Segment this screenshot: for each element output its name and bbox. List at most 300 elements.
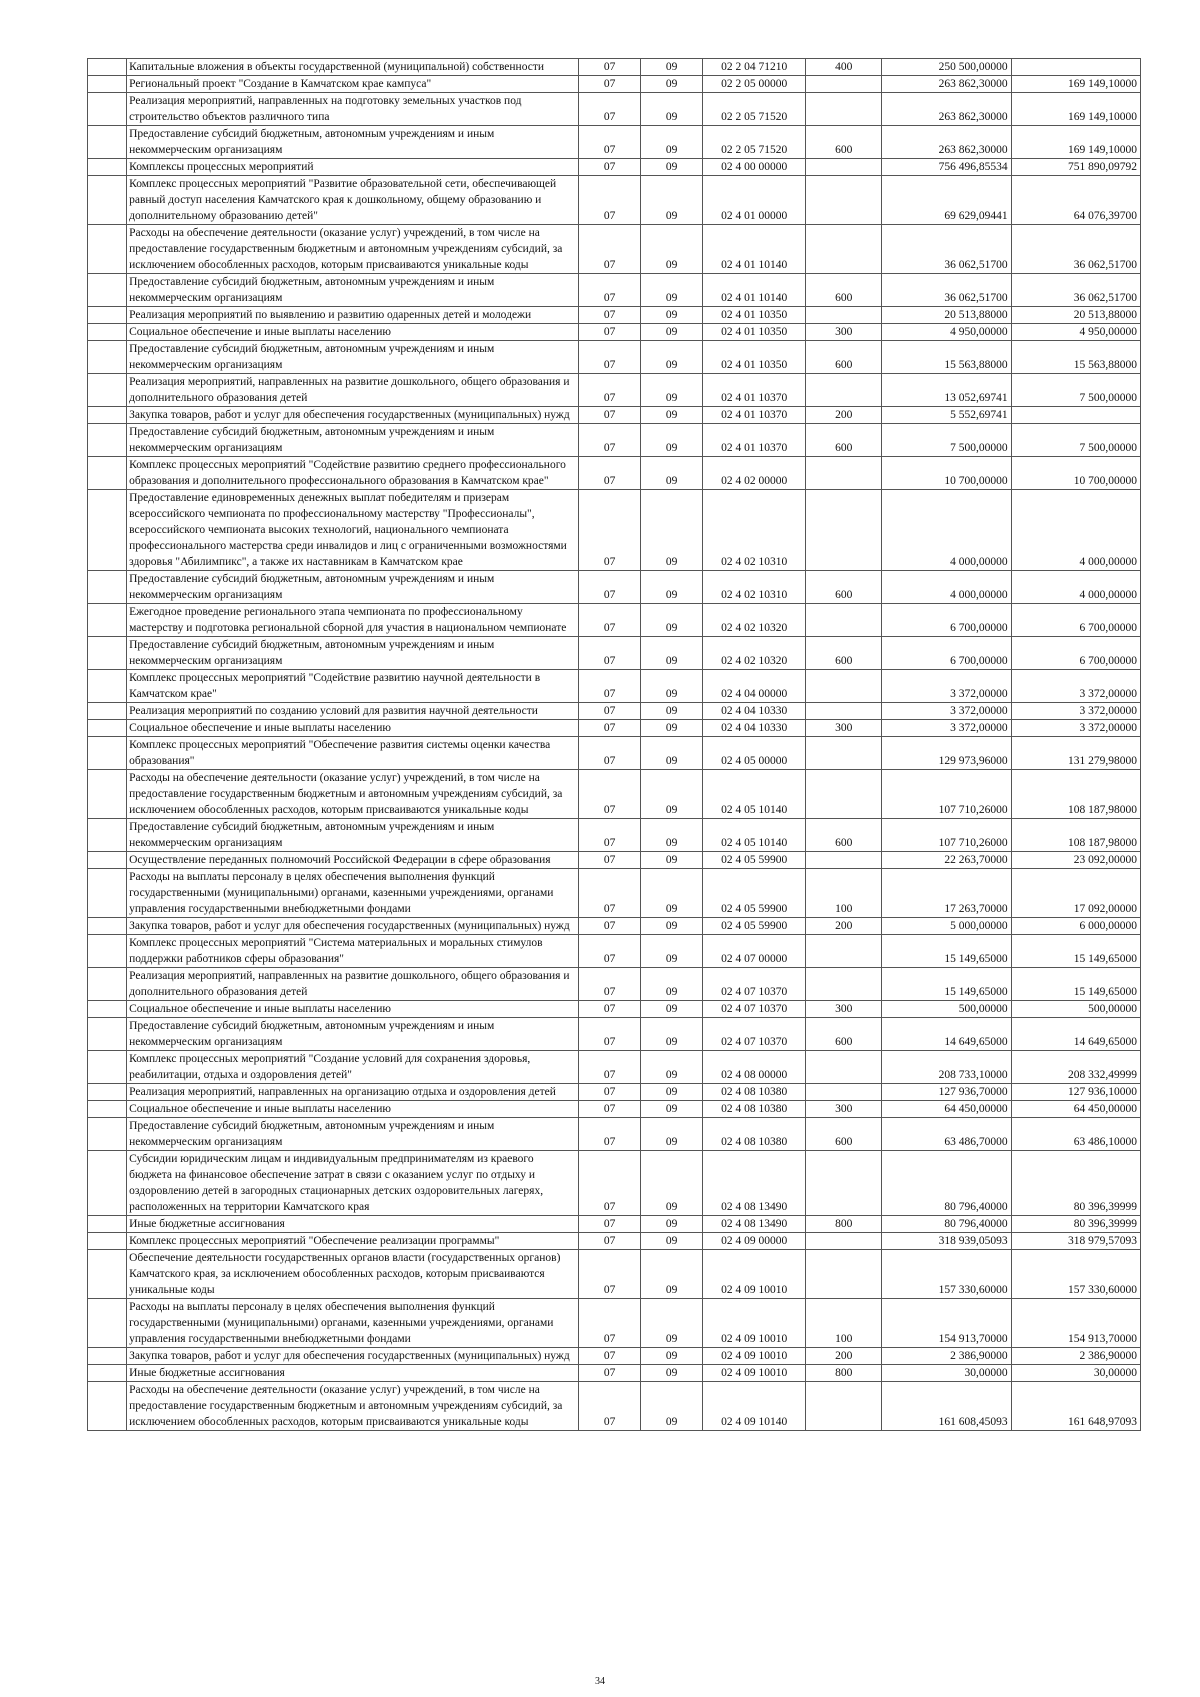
table-row — [88, 76, 1141, 93]
table-row — [88, 604, 1141, 637]
row-name: Предоставление субсидий бюджетным, автономным учреждениям и иным некоммерческим организациям — [127, 274, 579, 307]
row-subsection-code: 09 — [641, 1001, 703, 1018]
row-subsection-code: 09 — [641, 1382, 703, 1431]
row-expense-type: 600 — [806, 341, 882, 374]
table-row — [88, 1250, 1141, 1299]
row-amount-1: 263 862,30000 — [882, 93, 1011, 126]
row-section-code: 07 — [579, 1001, 641, 1018]
row-section-code: 07 — [579, 1084, 641, 1101]
table-row — [88, 720, 1141, 737]
row-section-code: 07 — [579, 307, 641, 324]
row-section-code: 07 — [579, 819, 641, 852]
row-blank-cell — [88, 1365, 127, 1382]
table-row — [88, 670, 1141, 703]
row-section-code: 07 — [579, 869, 641, 918]
row-section-code: 07 — [579, 424, 641, 457]
row-subsection-code: 09 — [641, 737, 703, 770]
row-amount-1: 5 552,69741 — [882, 407, 1011, 424]
row-target-article: 02 4 02 10310 — [703, 571, 806, 604]
row-amount-2: 208 332,49999 — [1011, 1051, 1140, 1084]
table-row — [88, 374, 1141, 407]
row-section-code: 07 — [579, 1299, 641, 1348]
row-amount-1: 15 149,65000 — [882, 935, 1011, 968]
row-name: Социальное обеспечение и иные выплаты населению — [127, 1001, 579, 1018]
row-amount-2: 64 076,39700 — [1011, 176, 1140, 225]
row-name: Реализация мероприятий, направленных на развитие дошкольного, общего образования и дополнительного образования детей — [127, 374, 579, 407]
row-amount-1: 5 000,00000 — [882, 918, 1011, 935]
row-amount-1: 2 386,90000 — [882, 1348, 1011, 1365]
row-blank-cell — [88, 1018, 127, 1051]
row-blank-cell — [88, 225, 127, 274]
row-target-article: 02 4 08 10380 — [703, 1084, 806, 1101]
row-amount-2: 6 700,00000 — [1011, 604, 1140, 637]
row-blank-cell — [88, 720, 127, 737]
row-amount-1: 14 649,65000 — [882, 1018, 1011, 1051]
row-amount-2: 169 149,10000 — [1011, 126, 1140, 159]
row-section-code: 07 — [579, 1216, 641, 1233]
table-row — [88, 737, 1141, 770]
row-target-article: 02 4 01 10370 — [703, 407, 806, 424]
row-expense-type: 600 — [806, 637, 882, 670]
row-amount-1: 161 608,45093 — [882, 1382, 1011, 1431]
row-subsection-code: 09 — [641, 490, 703, 571]
row-expense-type: 200 — [806, 918, 882, 935]
row-target-article: 02 4 08 13490 — [703, 1151, 806, 1216]
row-blank-cell — [88, 1216, 127, 1233]
row-expense-type: 300 — [806, 1101, 882, 1118]
row-name: Предоставление субсидий бюджетным, автономным учреждениям и иным некоммерческим организациям — [127, 126, 579, 159]
row-amount-2: 161 648,97093 — [1011, 1382, 1140, 1431]
row-amount-1: 15 149,65000 — [882, 968, 1011, 1001]
row-subsection-code: 09 — [641, 1348, 703, 1365]
row-expense-type — [806, 1051, 882, 1084]
row-expense-type: 400 — [806, 59, 882, 76]
row-subsection-code: 09 — [641, 869, 703, 918]
row-blank-cell — [88, 737, 127, 770]
row-name: Комплекс процессных мероприятий "Развитие образовательной сети, обеспечивающей равный доступ населения Камчатского края к дошкольному, общему образованию и дополнительному образованию детей" — [127, 176, 579, 225]
row-amount-1: 17 263,70000 — [882, 869, 1011, 918]
table-row — [88, 407, 1141, 424]
table-row — [88, 1216, 1141, 1233]
row-expense-type: 200 — [806, 407, 882, 424]
row-blank-cell — [88, 703, 127, 720]
row-expense-type: 600 — [806, 1018, 882, 1051]
row-amount-2: 4 000,00000 — [1011, 490, 1140, 571]
row-amount-2: 3 372,00000 — [1011, 720, 1140, 737]
row-section-code: 07 — [579, 604, 641, 637]
row-amount-2: 63 486,10000 — [1011, 1118, 1140, 1151]
row-blank-cell — [88, 159, 127, 176]
row-amount-1: 80 796,40000 — [882, 1216, 1011, 1233]
row-amount-2 — [1011, 407, 1140, 424]
row-name: Комплексы процессных мероприятий — [127, 159, 579, 176]
row-subsection-code: 09 — [641, 159, 703, 176]
row-section-code: 07 — [579, 571, 641, 604]
row-target-article: 02 4 01 10370 — [703, 374, 806, 407]
row-section-code: 07 — [579, 1250, 641, 1299]
row-expense-type: 300 — [806, 324, 882, 341]
row-expense-type — [806, 737, 882, 770]
row-amount-2: 4 000,00000 — [1011, 571, 1140, 604]
row-section-code: 07 — [579, 935, 641, 968]
row-target-article: 02 4 09 10010 — [703, 1348, 806, 1365]
row-expense-type — [806, 225, 882, 274]
table-row — [88, 307, 1141, 324]
row-blank-cell — [88, 935, 127, 968]
row-blank-cell — [88, 1348, 127, 1365]
row-name: Реализация мероприятий по выявлению и развитию одаренных детей и молодежи — [127, 307, 579, 324]
row-amount-2: 36 062,51700 — [1011, 274, 1140, 307]
row-name: Субсидии юридическим лицам и индивидуальным предпринимателям из краевого бюджета на финансовое обеспечение затрат в связи с оказанием услуг по отдыху и оздоровлению детей в загородных стационарных детских оздоровительных лагерях, расположенных на территории Камчатского края — [127, 1151, 579, 1216]
row-expense-type — [806, 935, 882, 968]
row-target-article: 02 4 02 10320 — [703, 604, 806, 637]
table-row — [88, 1018, 1141, 1051]
row-target-article: 02 2 04 71210 — [703, 59, 806, 76]
row-section-code: 07 — [579, 1151, 641, 1216]
row-amount-1: 127 936,70000 — [882, 1084, 1011, 1101]
row-target-article: 02 4 05 00000 — [703, 737, 806, 770]
row-amount-2: 3 372,00000 — [1011, 670, 1140, 703]
row-target-article: 02 4 09 10140 — [703, 1382, 806, 1431]
row-amount-1: 4 000,00000 — [882, 571, 1011, 604]
row-blank-cell — [88, 670, 127, 703]
row-target-article: 02 4 05 10140 — [703, 819, 806, 852]
row-blank-cell — [88, 126, 127, 159]
row-amount-1: 36 062,51700 — [882, 225, 1011, 274]
row-expense-type — [806, 307, 882, 324]
table-row — [88, 770, 1141, 819]
table-row — [88, 59, 1141, 76]
row-expense-type: 600 — [806, 1118, 882, 1151]
row-expense-type — [806, 374, 882, 407]
row-target-article: 02 4 01 00000 — [703, 176, 806, 225]
row-amount-2: 20 513,88000 — [1011, 307, 1140, 324]
row-target-article: 02 4 05 59900 — [703, 852, 806, 869]
row-amount-2: 23 092,00000 — [1011, 852, 1140, 869]
row-target-article: 02 4 08 10380 — [703, 1101, 806, 1118]
row-blank-cell — [88, 424, 127, 457]
row-subsection-code: 09 — [641, 341, 703, 374]
row-section-code: 07 — [579, 126, 641, 159]
row-name: Расходы на обеспечение деятельности (оказание услуг) учреждений, в том числе на предоставление государственным бюджетным и автономным учреждениям субсидий, за исключением обособленных расходов, которым присваиваются уникальные коды — [127, 1382, 579, 1431]
row-amount-1: 4 950,00000 — [882, 324, 1011, 341]
row-expense-type: 300 — [806, 720, 882, 737]
row-subsection-code: 09 — [641, 1118, 703, 1151]
row-target-article: 02 4 09 10010 — [703, 1250, 806, 1299]
row-amount-1: 4 000,00000 — [882, 490, 1011, 571]
row-target-article: 02 2 05 00000 — [703, 76, 806, 93]
table-row — [88, 1001, 1141, 1018]
table-row — [88, 968, 1141, 1001]
row-target-article: 02 4 02 00000 — [703, 457, 806, 490]
row-amount-1: 250 500,00000 — [882, 59, 1011, 76]
table-row — [88, 93, 1141, 126]
row-section-code: 07 — [579, 93, 641, 126]
row-section-code: 07 — [579, 225, 641, 274]
row-blank-cell — [88, 819, 127, 852]
row-subsection-code: 09 — [641, 374, 703, 407]
row-subsection-code: 09 — [641, 604, 703, 637]
row-expense-type — [806, 490, 882, 571]
row-target-article: 02 4 01 10350 — [703, 341, 806, 374]
row-target-article: 02 4 04 00000 — [703, 670, 806, 703]
row-amount-2: 7 500,00000 — [1011, 374, 1140, 407]
row-subsection-code: 09 — [641, 274, 703, 307]
row-subsection-code: 09 — [641, 59, 703, 76]
table-row — [88, 637, 1141, 670]
row-blank-cell — [88, 918, 127, 935]
row-blank-cell — [88, 93, 127, 126]
table-row — [88, 1365, 1141, 1382]
row-section-code: 07 — [579, 374, 641, 407]
row-expense-type — [806, 670, 882, 703]
row-name: Социальное обеспечение и иные выплаты населению — [127, 720, 579, 737]
row-amount-2: 154 913,70000 — [1011, 1299, 1140, 1348]
table-body — [88, 59, 1141, 1431]
row-blank-cell — [88, 274, 127, 307]
row-subsection-code: 09 — [641, 1151, 703, 1216]
row-target-article: 02 4 09 00000 — [703, 1233, 806, 1250]
row-name: Закупка товаров, работ и услуг для обеспечения государственных (муниципальных) нужд — [127, 1348, 579, 1365]
row-amount-2: 500,00000 — [1011, 1001, 1140, 1018]
row-blank-cell — [88, 307, 127, 324]
row-amount-2: 751 890,09792 — [1011, 159, 1140, 176]
row-name: Предоставление субсидий бюджетным, автономным учреждениям и иным некоммерческим организациям — [127, 571, 579, 604]
row-subsection-code: 09 — [641, 571, 703, 604]
row-blank-cell — [88, 1118, 127, 1151]
row-target-article: 02 4 09 10010 — [703, 1365, 806, 1382]
row-expense-type — [806, 1250, 882, 1299]
row-amount-2: 131 279,98000 — [1011, 737, 1140, 770]
row-name: Реализация мероприятий по созданию условий для развития научной деятельности — [127, 703, 579, 720]
row-amount-1: 263 862,30000 — [882, 76, 1011, 93]
table-row — [88, 1151, 1141, 1216]
row-section-code: 07 — [579, 274, 641, 307]
row-expense-type: 800 — [806, 1365, 882, 1382]
row-blank-cell — [88, 1233, 127, 1250]
row-section-code: 07 — [579, 1018, 641, 1051]
row-blank-cell — [88, 770, 127, 819]
table-row — [88, 703, 1141, 720]
row-target-article: 02 4 07 00000 — [703, 935, 806, 968]
row-blank-cell — [88, 869, 127, 918]
row-section-code: 07 — [579, 159, 641, 176]
row-subsection-code: 09 — [641, 1216, 703, 1233]
row-blank-cell — [88, 604, 127, 637]
row-name: Комплекс процессных мероприятий "Содействие развитию научной деятельности в Камчатском крае" — [127, 670, 579, 703]
row-expense-type: 600 — [806, 571, 882, 604]
table-row — [88, 490, 1141, 571]
row-expense-type — [806, 852, 882, 869]
row-name: Предоставление единовременных денежных выплат победителям и призерам всероссийского чемпионата по профессиональному мастерству "Профессионалы", всероссийского чемпионата высоких технологий, национального чемпионата профессионального мастерства среди инвалидов и лиц с ограниченными возможностями здоровья "Абилимпикс", а также их наставникам в Камчатском крае — [127, 490, 579, 571]
table-row — [88, 274, 1141, 307]
row-section-code: 07 — [579, 341, 641, 374]
row-target-article: 02 4 07 10370 — [703, 968, 806, 1001]
row-name: Комплекс процессных мероприятий "Содействие развитию среднего профессионального образования и дополнительного профессионального образования в Камчатском крае" — [127, 457, 579, 490]
row-amount-1: 64 450,00000 — [882, 1101, 1011, 1118]
row-blank-cell — [88, 1250, 127, 1299]
table-row — [88, 126, 1141, 159]
table-row — [88, 852, 1141, 869]
row-name: Комплекс процессных мероприятий "Обеспечение развития системы оценки качества образования" — [127, 737, 579, 770]
row-subsection-code: 09 — [641, 770, 703, 819]
row-section-code: 07 — [579, 770, 641, 819]
row-name: Расходы на выплаты персоналу в целях обеспечения выполнения функций государственными (муниципальными) органами, казенными учреждениями, органами управления государственными внебюджетными фондами — [127, 869, 579, 918]
row-expense-type — [806, 1233, 882, 1250]
row-section-code: 07 — [579, 176, 641, 225]
table-row — [88, 225, 1141, 274]
row-target-article: 02 4 01 10370 — [703, 424, 806, 457]
table-row — [88, 869, 1141, 918]
row-expense-type — [806, 76, 882, 93]
row-expense-type — [806, 93, 882, 126]
row-name: Предоставление субсидий бюджетным, автономным учреждениям и иным некоммерческим организациям — [127, 1118, 579, 1151]
row-blank-cell — [88, 324, 127, 341]
row-section-code: 07 — [579, 76, 641, 93]
row-expense-type — [806, 968, 882, 1001]
row-name: Обеспечение деятельности государственных органов власти (государственных органов) Камчатского края, за исключением обособленных расходов, которым присваиваются уникальные коды — [127, 1250, 579, 1299]
row-name: Предоставление субсидий бюджетным, автономным учреждениям и иным некоммерческим организациям — [127, 424, 579, 457]
row-target-article: 02 4 05 59900 — [703, 869, 806, 918]
row-expense-type: 100 — [806, 1299, 882, 1348]
row-section-code: 07 — [579, 407, 641, 424]
row-blank-cell — [88, 968, 127, 1001]
row-target-article: 02 4 08 00000 — [703, 1051, 806, 1084]
row-amount-1: 3 372,00000 — [882, 720, 1011, 737]
row-amount-2: 15 149,65000 — [1011, 968, 1140, 1001]
row-expense-type — [806, 457, 882, 490]
row-amount-1: 263 862,30000 — [882, 126, 1011, 159]
row-name: Комплекс процессных мероприятий "Обеспечение реализации программы" — [127, 1233, 579, 1250]
row-expense-type: 600 — [806, 424, 882, 457]
row-subsection-code: 09 — [641, 670, 703, 703]
row-expense-type: 600 — [806, 819, 882, 852]
row-amount-2: 10 700,00000 — [1011, 457, 1140, 490]
table-row — [88, 918, 1141, 935]
row-amount-2: 80 396,39999 — [1011, 1216, 1140, 1233]
row-name: Капитальные вложения в объекты государственной (муниципальной) собственности — [127, 59, 579, 76]
table-row — [88, 1051, 1141, 1084]
row-amount-1: 3 372,00000 — [882, 703, 1011, 720]
row-blank-cell — [88, 852, 127, 869]
row-expense-type: 300 — [806, 1001, 882, 1018]
row-amount-1: 3 372,00000 — [882, 670, 1011, 703]
row-amount-1: 129 973,96000 — [882, 737, 1011, 770]
row-subsection-code: 09 — [641, 1051, 703, 1084]
row-target-article: 02 4 07 10370 — [703, 1001, 806, 1018]
row-name: Иные бюджетные ассигнования — [127, 1365, 579, 1382]
row-target-article: 02 4 05 10140 — [703, 770, 806, 819]
row-amount-2: 64 450,00000 — [1011, 1101, 1140, 1118]
row-target-article: 02 4 05 59900 — [703, 918, 806, 935]
row-target-article: 02 4 01 10350 — [703, 324, 806, 341]
row-expense-type — [806, 1382, 882, 1431]
row-blank-cell — [88, 1084, 127, 1101]
budget-table — [87, 58, 1141, 1431]
row-amount-2: 108 187,98000 — [1011, 819, 1140, 852]
row-blank-cell — [88, 1299, 127, 1348]
row-subsection-code: 09 — [641, 126, 703, 159]
row-blank-cell — [88, 637, 127, 670]
row-blank-cell — [88, 1001, 127, 1018]
row-amount-2: 17 092,00000 — [1011, 869, 1140, 918]
row-amount-2: 3 372,00000 — [1011, 703, 1140, 720]
row-amount-1: 500,00000 — [882, 1001, 1011, 1018]
row-subsection-code: 09 — [641, 457, 703, 490]
row-section-code: 07 — [579, 59, 641, 76]
row-name: Закупка товаров, работ и услуг для обеспечения государственных (муниципальных) нужд — [127, 407, 579, 424]
row-expense-type — [806, 703, 882, 720]
row-target-article: 02 4 09 10010 — [703, 1299, 806, 1348]
row-subsection-code: 09 — [641, 225, 703, 274]
row-subsection-code: 09 — [641, 1101, 703, 1118]
row-expense-type — [806, 1151, 882, 1216]
row-section-code: 07 — [579, 1051, 641, 1084]
row-target-article: 02 4 01 10140 — [703, 274, 806, 307]
row-target-article: 02 2 05 71520 — [703, 93, 806, 126]
row-amount-1: 154 913,70000 — [882, 1299, 1011, 1348]
row-subsection-code: 09 — [641, 819, 703, 852]
row-section-code: 07 — [579, 457, 641, 490]
row-target-article: 02 4 08 10380 — [703, 1118, 806, 1151]
row-section-code: 07 — [579, 324, 641, 341]
page-number: 34 — [595, 1676, 605, 1687]
row-amount-2 — [1011, 59, 1140, 76]
row-amount-2: 15 563,88000 — [1011, 341, 1140, 374]
table-row — [88, 1084, 1141, 1101]
table-row — [88, 1233, 1141, 1250]
row-expense-type: 600 — [806, 126, 882, 159]
row-amount-1: 22 263,70000 — [882, 852, 1011, 869]
row-blank-cell — [88, 59, 127, 76]
row-amount-1: 107 710,26000 — [882, 819, 1011, 852]
table-row — [88, 324, 1141, 341]
row-name: Социальное обеспечение и иные выплаты населению — [127, 1101, 579, 1118]
row-blank-cell — [88, 1051, 127, 1084]
row-amount-1: 15 563,88000 — [882, 341, 1011, 374]
row-blank-cell — [88, 1382, 127, 1431]
row-name: Иные бюджетные ассигнования — [127, 1216, 579, 1233]
row-amount-1: 318 939,05093 — [882, 1233, 1011, 1250]
row-amount-1: 80 796,40000 — [882, 1151, 1011, 1216]
row-amount-1: 36 062,51700 — [882, 274, 1011, 307]
row-amount-1: 69 629,09441 — [882, 176, 1011, 225]
row-expense-type — [806, 159, 882, 176]
table-row — [88, 457, 1141, 490]
row-subsection-code: 09 — [641, 176, 703, 225]
row-subsection-code: 09 — [641, 93, 703, 126]
row-section-code: 07 — [579, 1348, 641, 1365]
row-section-code: 07 — [579, 720, 641, 737]
table-row — [88, 935, 1141, 968]
row-target-article: 02 4 04 10330 — [703, 720, 806, 737]
row-section-code: 07 — [579, 703, 641, 720]
row-blank-cell — [88, 1101, 127, 1118]
row-amount-1: 6 700,00000 — [882, 604, 1011, 637]
row-subsection-code: 09 — [641, 1250, 703, 1299]
row-target-article: 02 4 02 10320 — [703, 637, 806, 670]
row-amount-1: 20 513,88000 — [882, 307, 1011, 324]
row-section-code: 07 — [579, 1365, 641, 1382]
row-target-article: 02 4 00 00000 — [703, 159, 806, 176]
table-row — [88, 159, 1141, 176]
row-name: Предоставление субсидий бюджетным, автономным учреждениям и иным некоммерческим организациям — [127, 819, 579, 852]
table-row — [88, 176, 1141, 225]
row-name: Реализация мероприятий, направленных на подготовку земельных участков под строительство объектов различного типа — [127, 93, 579, 126]
row-subsection-code: 09 — [641, 637, 703, 670]
row-blank-cell — [88, 176, 127, 225]
row-amount-2: 6 700,00000 — [1011, 637, 1140, 670]
